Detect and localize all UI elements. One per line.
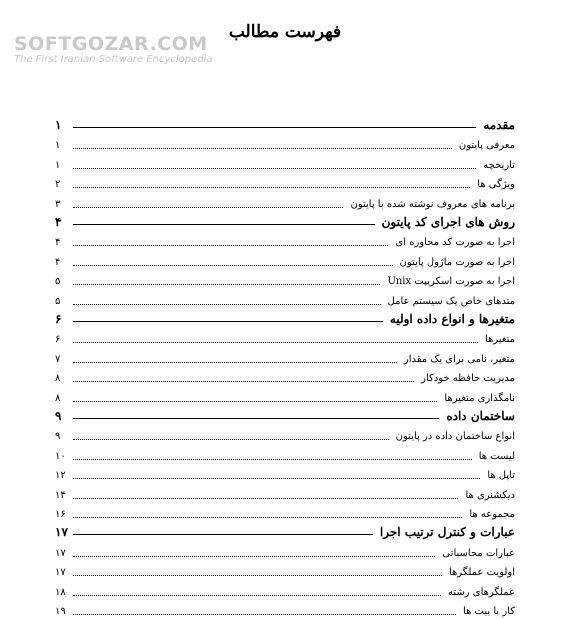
toc-leader-dots (73, 362, 397, 363)
toc-leader-dots (73, 556, 435, 557)
toc-entry-label: دیکشنری ها (465, 489, 515, 501)
toc-entry-label: ساختمان داده (446, 409, 515, 423)
toc-entry-label: متغیرها و انواع داده اولیه (389, 312, 515, 326)
toc-leader-dots (73, 614, 456, 615)
toc-page-number: ۱۷ (55, 525, 68, 540)
toc-entry-row[interactable] (55, 366, 515, 385)
toc-entry-label: لیست ها (478, 450, 515, 462)
toc-entry-row[interactable] (55, 463, 515, 482)
toc-page-number: ۸ (55, 373, 61, 385)
toc-leader-dots (73, 168, 476, 169)
toc-page-number: ۹ (55, 431, 61, 443)
toc-page-number: ۱۹ (55, 606, 66, 617)
toc-leader-dots (73, 478, 480, 479)
toc-page-number: ۵ (55, 295, 61, 307)
toc-page-number: ۴ (55, 256, 61, 268)
toc-entry-row[interactable] (55, 230, 515, 249)
toc-page-number: ۹ (55, 409, 62, 423)
toc-leader-dots (73, 459, 472, 460)
toc-entry-label: نامگذاری متغیرها (444, 392, 515, 404)
toc-page-number: ۶ (55, 312, 62, 326)
toc-leader-line (73, 321, 383, 322)
toc-entry-label: عملگرهای رشته (447, 586, 515, 598)
toc-page-number: ۱۶ (55, 509, 66, 520)
toc-page-number: ۱۸ (55, 586, 66, 598)
toc-leader-dots (73, 187, 470, 188)
toc-entry-label: تاپل ها (487, 470, 515, 482)
toc-entry-label: روش های اجرای کد پایتون (381, 215, 515, 229)
toc-entry-label: متغیر، نامی برای یک مقدار (403, 353, 515, 365)
watermark-logo: SOFTGOZAR.COM (14, 33, 208, 55)
toc-leader-dots (73, 517, 462, 518)
toc-chapter-row[interactable] (55, 308, 515, 327)
toc-entry-label: عبارات محاسباتی (442, 547, 515, 559)
toc-entry-label: معرفی پایتون (458, 140, 515, 152)
toc-page-number: ۷ (55, 353, 61, 365)
toc-entry-label: برنامه های معروف نوشته شده با پایتون (350, 198, 515, 210)
toc-entry-row[interactable] (55, 153, 515, 172)
toc-page-number: ۱۷ (55, 547, 66, 559)
toc-page-number: ۵ (55, 276, 61, 288)
toc-entry-row[interactable] (55, 424, 515, 443)
toc-leader-line (73, 418, 439, 419)
toc-entry-label: مقدمه (483, 118, 515, 132)
toc-leader-dots (73, 401, 437, 402)
toc-leader-dots (73, 342, 478, 343)
toc-entry-row[interactable] (55, 289, 515, 308)
toc-leader-dots (73, 498, 458, 499)
toc-entry-row[interactable] (55, 347, 515, 366)
toc-leader-dots (73, 595, 441, 596)
toc-entry-label: اولویت عملگرها (448, 567, 515, 579)
toc-entry-label: اجرا به صورت ماژول پایتون (399, 256, 515, 268)
toc-entry-label: انواع ساختمان داده در پایتون (395, 431, 515, 443)
toc-leader-dots (73, 381, 414, 382)
toc-entry-row[interactable] (55, 172, 515, 191)
toc-entry-row[interactable] (55, 483, 515, 502)
toc-page-number: ۶ (55, 334, 61, 346)
toc-page-number: ۱۰ (55, 450, 66, 462)
toc-leader-line (73, 224, 375, 225)
toc-leader-line (73, 534, 373, 535)
toc-entry-row[interactable] (55, 386, 515, 405)
toc-leader-dots (73, 245, 388, 246)
toc-leader-dots (73, 265, 393, 266)
toc-entry-row[interactable] (55, 560, 515, 579)
toc-page-number: ۴ (55, 237, 61, 249)
toc-chapter-row[interactable] (55, 405, 515, 424)
toc-leader-dots (73, 148, 452, 149)
toc-page-number: ۱ (55, 159, 61, 171)
toc-leader-line (73, 127, 476, 128)
toc-page-number: ۱۴ (55, 489, 66, 501)
toc-page-number: ۱ (55, 118, 62, 132)
toc-leader-dots (73, 284, 380, 285)
toc-entry-label: اجرا به صورت اسکریپت Unix (387, 276, 515, 288)
toc-leader-dots (73, 207, 343, 208)
toc-page-number: ۸ (55, 392, 61, 404)
toc-page-number: ۱۷ (55, 567, 66, 579)
toc-page-number: ۱۲ (55, 470, 66, 482)
toc-entry-label: مجموعه ها (469, 509, 515, 520)
toc-leader-dots (73, 575, 442, 576)
toc-chapter-row[interactable] (55, 211, 515, 230)
toc-entry-label: عبارات و کنترل ترتیب اجرا (379, 525, 515, 540)
toc-entry-row[interactable] (55, 599, 515, 618)
toc-leader-dots (73, 304, 381, 305)
toc-entry-row[interactable] (55, 327, 515, 346)
toc-entry-label: ویژگی ها (477, 179, 515, 191)
toc-entry-row[interactable] (55, 269, 515, 288)
toc-entry-label: تاریخچه (483, 159, 515, 171)
toc-page-number: ۲ (55, 179, 61, 191)
toc-page-number: ۳ (55, 198, 61, 210)
toc-chapter-row[interactable] (55, 114, 515, 133)
toc-page-number: ۱ (55, 140, 61, 152)
page-title: فهرست مطالب (228, 22, 342, 42)
toc-entry-label: متغیرها (484, 334, 515, 346)
toc-leader-dots (73, 439, 389, 440)
toc-page-number: ۴ (55, 215, 62, 229)
toc-entry-row[interactable] (55, 133, 515, 152)
watermark-tagline: The First Iranian Software Encyclopedia (14, 54, 213, 65)
toc-entry-label: مدیریت حافظه خودکار (421, 373, 515, 385)
toc-entry-row[interactable] (55, 192, 515, 211)
toc-entry-row[interactable] (55, 580, 515, 599)
toc-entry-row[interactable] (55, 444, 515, 463)
toc-entry-label: کار با بیت ها (463, 606, 515, 617)
toc-entry-label: اجرا به صورت کد محاوره ای (395, 237, 515, 249)
toc-chapter-row[interactable] (55, 521, 515, 540)
toc-entry-row[interactable] (55, 502, 515, 521)
toc-entry-row[interactable] (55, 541, 515, 560)
toc-entry-row[interactable] (55, 250, 515, 269)
toc-entry-label: متدهای خاص یک سیستم عامل (387, 295, 515, 307)
